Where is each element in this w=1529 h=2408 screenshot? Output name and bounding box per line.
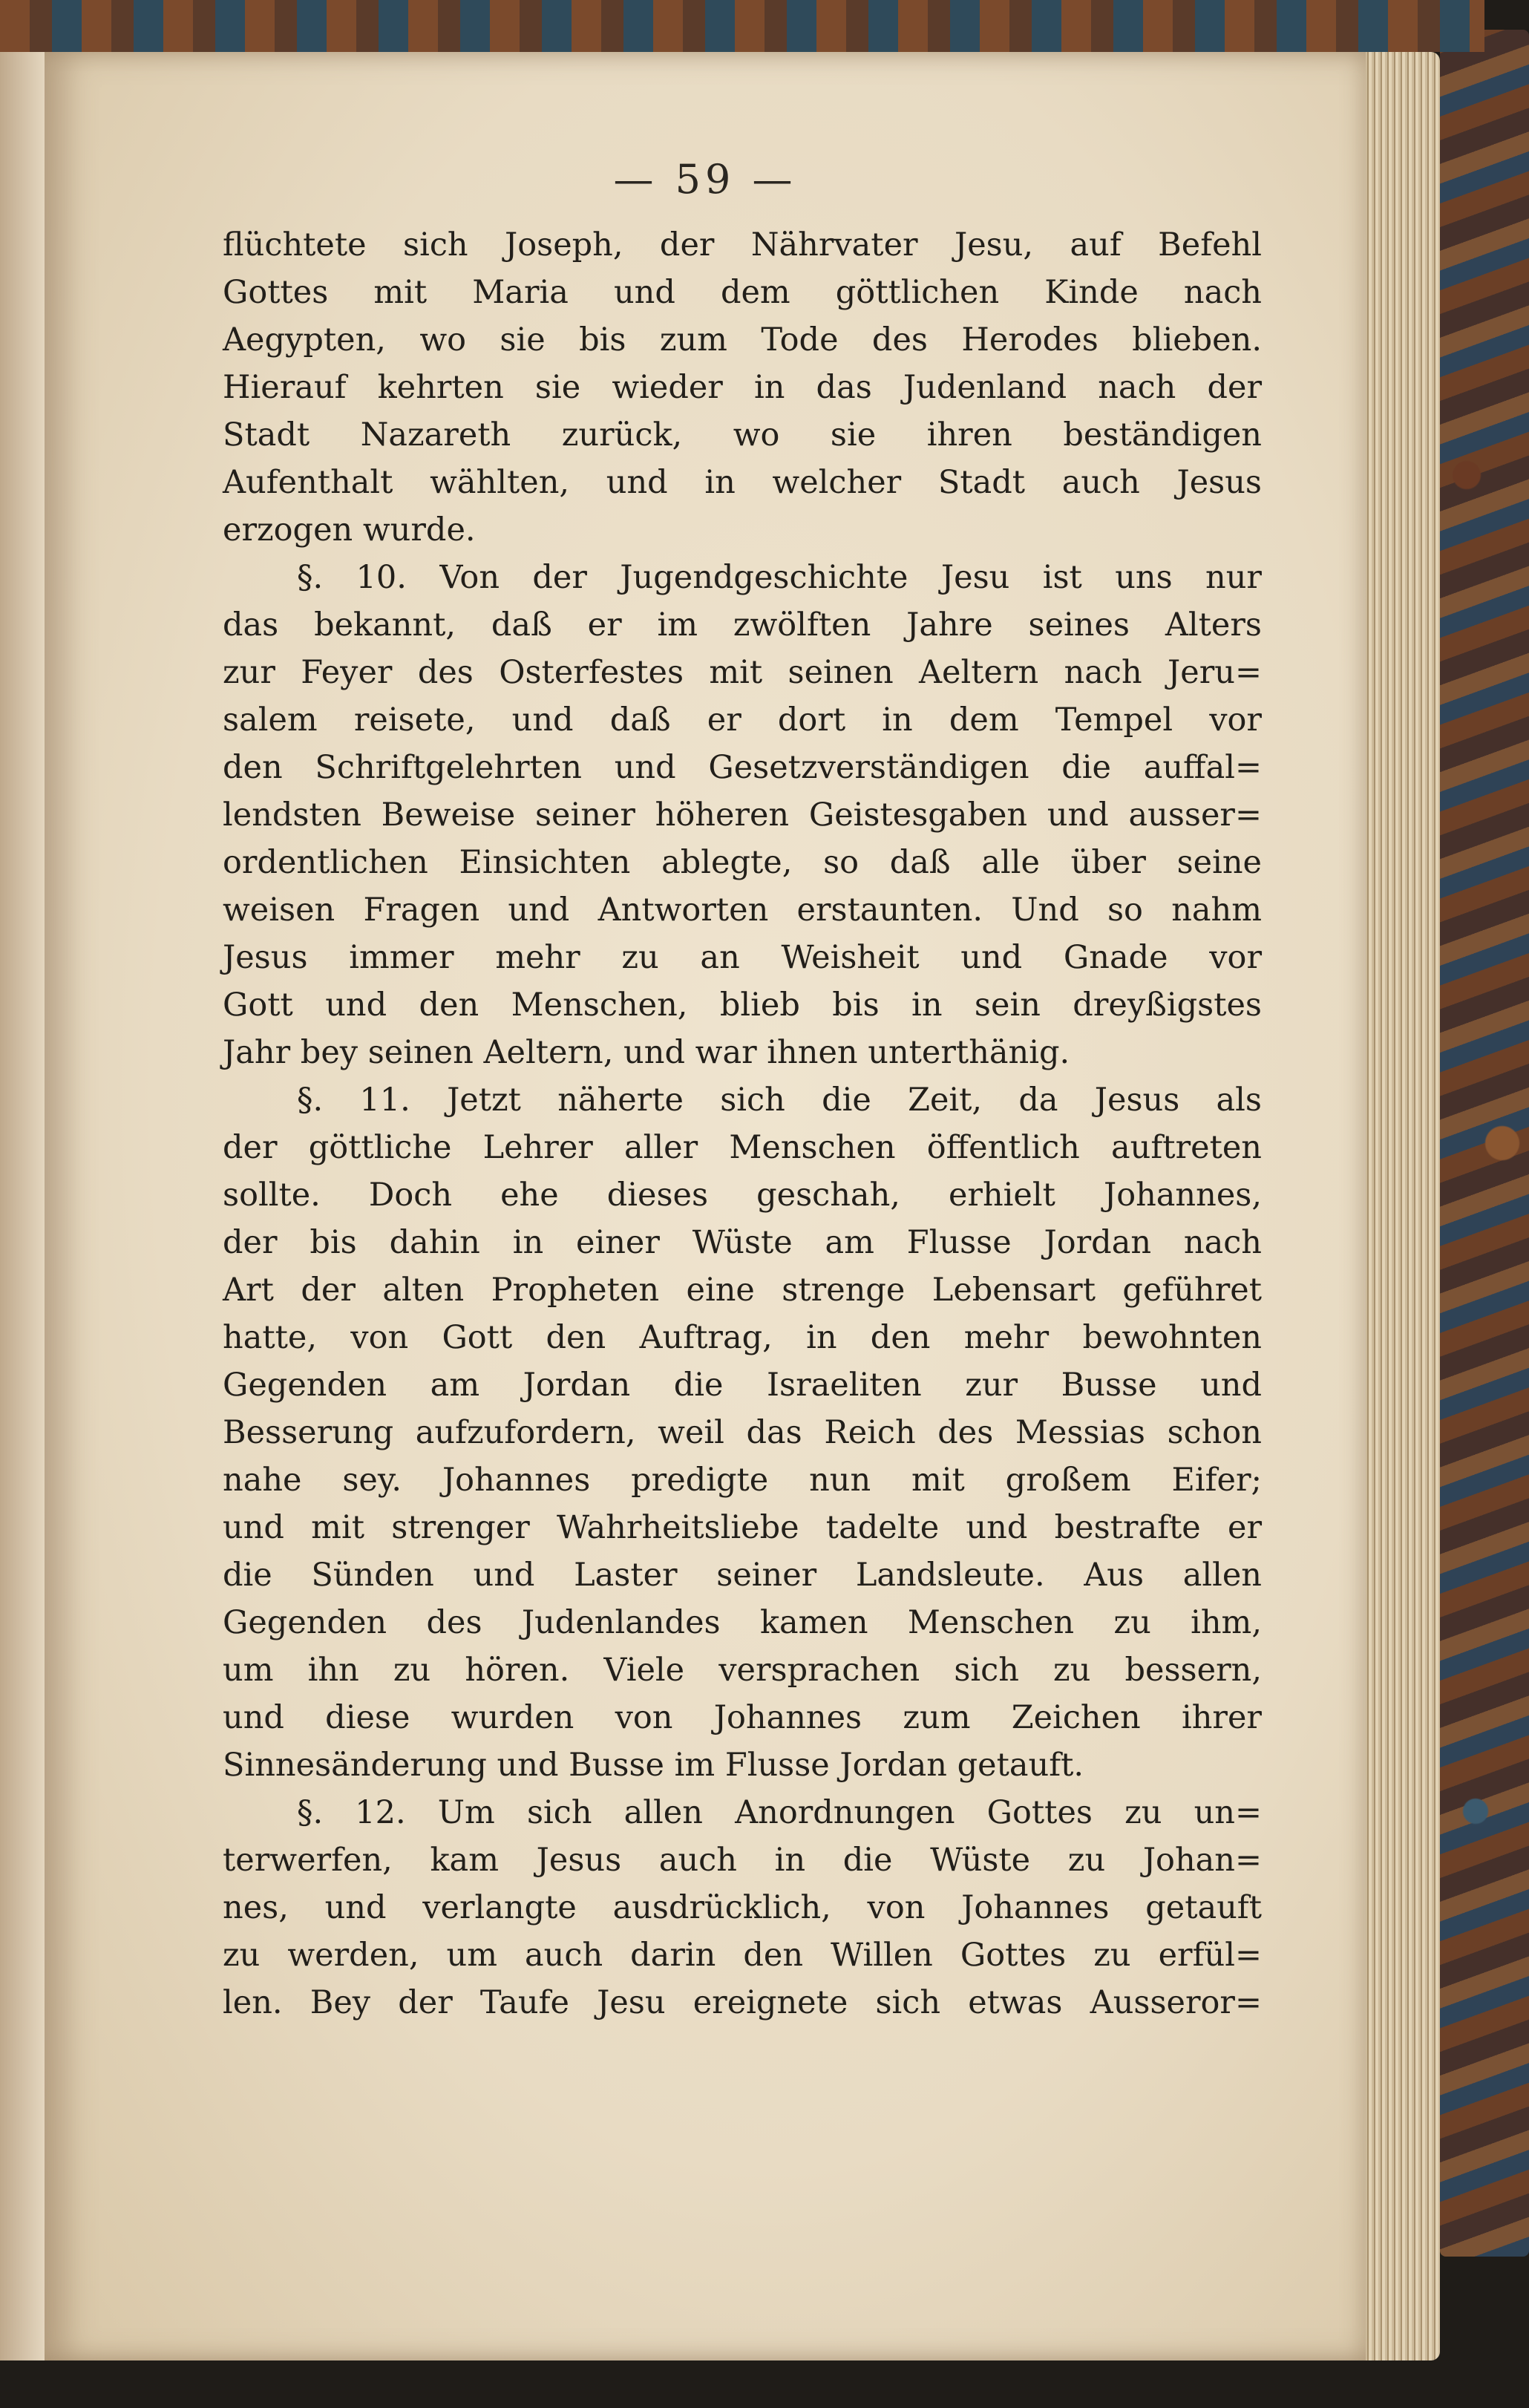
text-line: §. 12. Um sich allen Anordnungen Gottes zu un=	[297, 1794, 1262, 1831]
text-line: Jesus immer mehr zu an Weisheit und Gnade vor	[223, 939, 1262, 976]
text-line: §. 10. Von der Jugendgeschichte Jesu ist uns nur	[297, 559, 1262, 596]
text-line: der bis dahin in einer Wüste am Flusse Jordan nach	[223, 1224, 1262, 1261]
marbled-cover-edge	[1440, 30, 1529, 2257]
text-line: die Sünden und Laster seiner Landsleute. Aus allen	[223, 1557, 1262, 1594]
text-line: zu werden, um auch darin den Willen Gottes zu erfül=	[223, 1937, 1262, 1974]
text-line: §. 11. Jetzt näherte sich die Zeit, da Jesus als	[297, 1082, 1262, 1119]
text-line: salem reisete, und daß er dort in dem Tempel vor	[223, 701, 1262, 739]
text-line: sollte. Doch ehe dieses geschah, erhielt Johannes,	[223, 1177, 1262, 1214]
top-cover-edge	[0, 0, 1484, 52]
text-line: Gottes mit Maria und dem göttlichen Kinde nach	[223, 274, 1262, 311]
text-line: den Schriftgelehrten und Gesetzverständigen die auffal=	[223, 749, 1262, 786]
text-line: zur Feyer des Osterfestes mit seinen Aeltern nach Jeru=	[223, 654, 1262, 691]
text-line: Aufenthalt wählten, und in welcher Stadt auch Jesus	[223, 464, 1262, 501]
text-line: und mit strenger Wahrheitsliebe tadelte und bestrafte er	[223, 1509, 1262, 1546]
text-line: der göttliche Lehrer aller Menschen öffentlich auftreten	[223, 1129, 1262, 1166]
text-line: Besserung aufzufordern, weil das Reich des Messias schon	[223, 1414, 1262, 1451]
text-line: Sinnesänderung und Busse im Flusse Jordan getauft.	[223, 1747, 1084, 1784]
text-line: flüchtete sich Joseph, der Nährvater Jesu, auf Befehl	[223, 226, 1262, 264]
text-line: um ihn zu hören. Viele versprachen sich zu bessern,	[223, 1652, 1262, 1689]
page-stack-edge	[1358, 52, 1440, 2360]
text-line: nahe sey. Johannes predigte nun mit großem Eifer;	[223, 1462, 1262, 1499]
text-line: nes, und verlangte ausdrücklich, von Johannes getauft	[223, 1889, 1262, 1926]
text-line: Aegypten, wo sie bis zum Tode des Herodes blieben.	[223, 321, 1262, 359]
text-line: Gott und den Menschen, blieb bis in sein dreyßigstes	[223, 987, 1262, 1024]
text-line: Gegenden am Jordan die Israeliten zur Busse und	[223, 1367, 1262, 1404]
left-page-gutter	[0, 52, 45, 2360]
text-line: und diese wurden von Johannes zum Zeichen ihrer	[223, 1699, 1262, 1736]
text-block	[223, 221, 1262, 2026]
text-line: weisen Fragen und Antworten erstaunten. Und so nahm	[223, 891, 1262, 929]
text-line: Art der alten Propheten eine strenge Lebensart geführet	[223, 1272, 1262, 1309]
text-line: Jahr bey seinen Aeltern, und war ihnen unterthänig.	[223, 1034, 1070, 1071]
text-line: das bekannt, daß er im zwölften Jahre seines Alters	[223, 606, 1262, 644]
page-number: — 59 —	[613, 156, 797, 203]
text-line: Hierauf kehrten sie wieder in das Judenland nach der	[223, 369, 1262, 406]
book-page	[45, 52, 1366, 2360]
text-line: erzogen wurde.	[223, 511, 476, 549]
text-line: lendsten Beweise seiner höheren Geistesgaben und ausser=	[223, 796, 1262, 834]
text-line: Gegenden des Judenlandes kamen Menschen zu ihm,	[223, 1604, 1262, 1641]
text-line: Stadt Nazareth zurück, wo sie ihren beständigen	[223, 416, 1262, 454]
text-line: ordentlichen Einsichten ablegte, so daß alle über seine	[223, 844, 1262, 881]
text-line: len. Bey der Taufe Jesu ereignete sich etwas Ausseror=	[223, 1984, 1262, 2021]
text-line: terwerfen, kam Jesus auch in die Wüste zu Johan=	[223, 1842, 1262, 1879]
text-line: hatte, von Gott den Auftrag, in den mehr bewohnten	[223, 1319, 1262, 1356]
